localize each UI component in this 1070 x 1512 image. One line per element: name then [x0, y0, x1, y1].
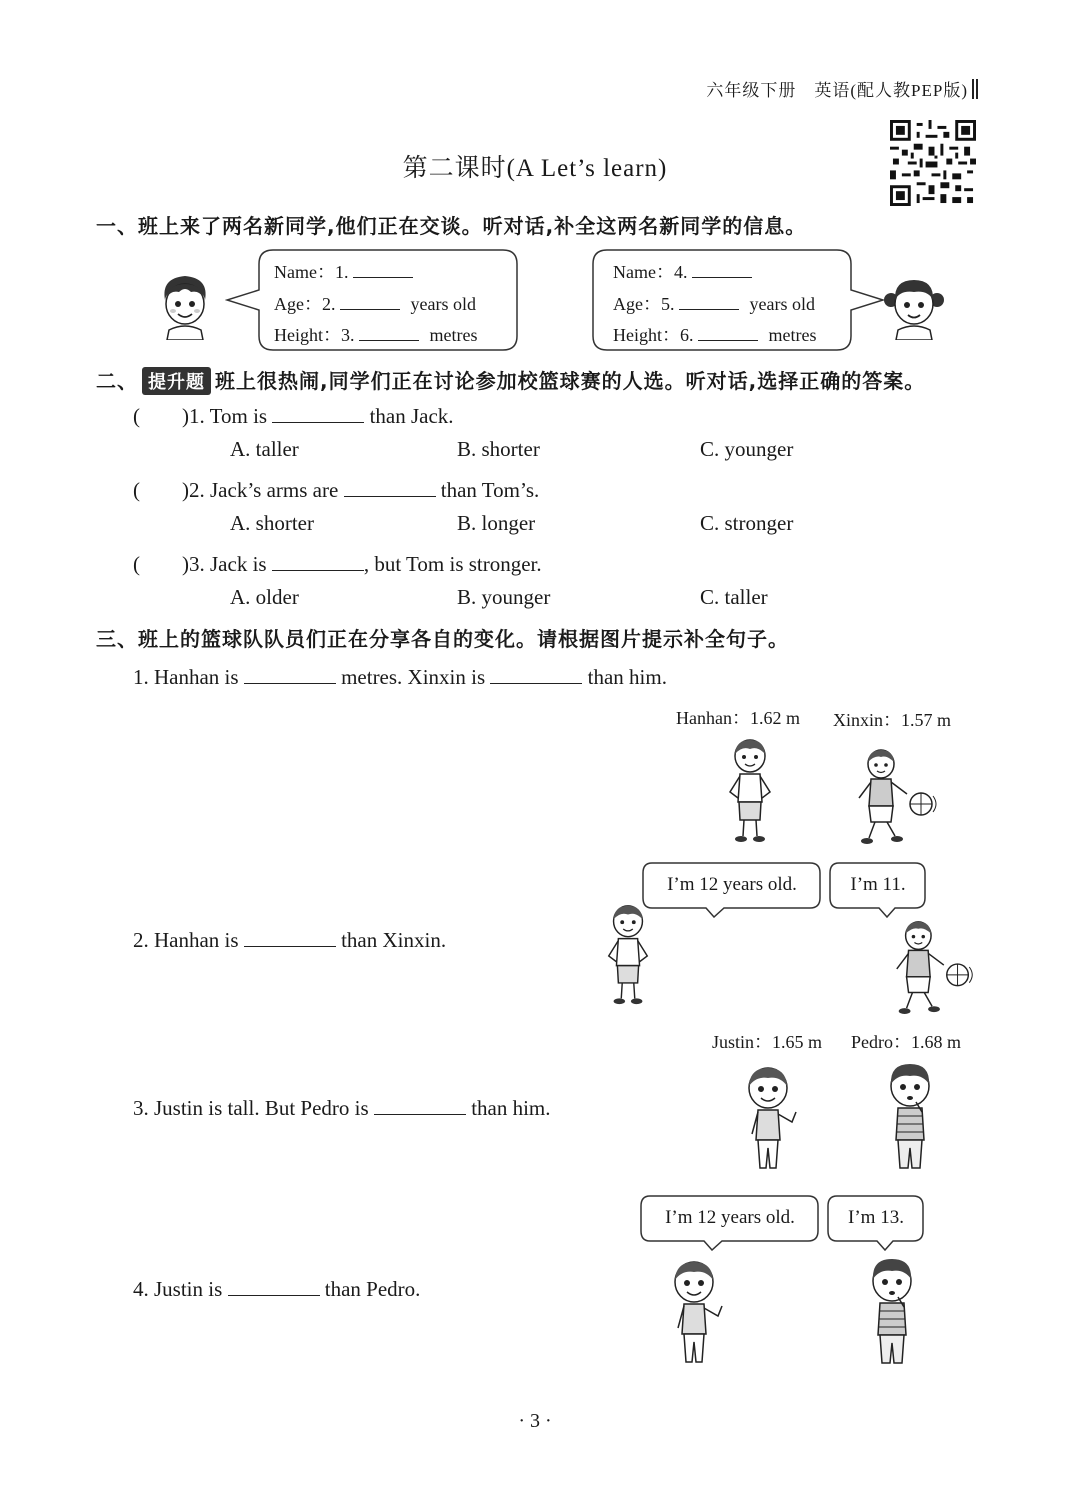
question-text: than him.	[587, 665, 667, 689]
blank-5[interactable]	[679, 291, 739, 310]
justin-height-label: Justin：1.65 m	[712, 1032, 823, 1052]
boy-name-label: Name：1.	[274, 262, 349, 282]
xinxin-speech-text: I’m 11.	[850, 874, 906, 895]
answer-paren[interactable]: ( )	[133, 552, 189, 576]
blank-4[interactable]	[692, 259, 752, 278]
blank-3[interactable]	[359, 322, 419, 341]
question-blank[interactable]	[272, 401, 364, 423]
question-blank[interactable]	[244, 925, 336, 947]
question-text: 3. Jack is	[189, 552, 267, 576]
question-text: , but Tom is stronger.	[363, 552, 542, 576]
challenge-badge: 提升题	[142, 367, 211, 395]
girl-height-suffix: metres	[768, 325, 817, 345]
question-text: 2. Hanhan is	[133, 928, 239, 952]
question-text: 1. Tom is	[189, 404, 268, 428]
answer-paren[interactable]: ( )	[133, 404, 189, 428]
question-blank[interactable]	[374, 1093, 466, 1115]
option-c: C. stronger	[700, 511, 794, 535]
option-c: C. younger	[700, 437, 794, 461]
xinxin-basketball-icon	[853, 746, 943, 846]
xinxin-height-label: Xinxin：1.57 m	[833, 710, 952, 730]
boy-age-label: Age：2.	[274, 294, 336, 314]
option-a: A. taller	[230, 437, 299, 461]
mc-question-3	[133, 548, 542, 578]
question-text: than Xinxin.	[341, 928, 447, 952]
girl-age-label: Age：5.	[613, 294, 675, 314]
pedro-speech-text: I’m 13.	[848, 1207, 904, 1228]
boy-face-icon	[155, 270, 215, 340]
pedro-height-label: Pedro：1.68 m	[851, 1032, 961, 1052]
xinxin-basketball-icon-2	[890, 918, 980, 1016]
section2-heading-text: 班上很热闹,同学们正在讨论参加校篮球赛的人选。听对话,选择正确的答案。	[215, 369, 926, 393]
question-blank[interactable]	[344, 475, 436, 497]
boy-age-line	[274, 290, 476, 316]
boy-height-suffix: metres	[429, 325, 478, 345]
girl-height-line	[613, 321, 816, 347]
page-title: 第二课时(A Let’s learn)	[402, 155, 668, 182]
question-blank[interactable]	[490, 662, 582, 684]
option-b: B. younger	[457, 585, 551, 609]
hanhan-height-label: Hanhan：1.62 m	[676, 708, 800, 728]
question-text: 1. Hanhan is	[133, 665, 239, 689]
option-c: C. taller	[700, 585, 768, 609]
boy-name-line	[274, 258, 413, 284]
option-b: B. longer	[457, 511, 536, 535]
girl-height-label: Height：6.	[613, 325, 694, 345]
section1-heading: 一、班上来了两名新同学,他们正在交谈。听对话,补全这两名新同学的信息。	[96, 214, 807, 238]
hanhan-figure-icon-2	[600, 902, 656, 1008]
question-text: 2. Jack’s arms are	[189, 478, 339, 502]
option-a: A. shorter	[230, 511, 314, 535]
header-bar	[972, 79, 974, 99]
question-text: than Jack.	[369, 404, 454, 428]
section2-prefix: 二、	[96, 369, 138, 393]
girl-name-line	[613, 258, 752, 284]
answer-paren[interactable]: ( )	[133, 478, 189, 502]
question-text: 3. Justin is tall. But Pedro is	[133, 1096, 369, 1120]
blank-2[interactable]	[340, 291, 400, 310]
section3-heading: 三、班上的篮球队队员们正在分享各自的变化。请根据图片提示补全句子。	[96, 627, 789, 651]
pedro-figure-icon	[878, 1060, 942, 1176]
pedro-figure-icon-2	[860, 1255, 924, 1371]
boy-age-suffix: years old	[410, 294, 476, 314]
mc-question-2	[133, 474, 539, 504]
section2-heading	[96, 365, 925, 395]
hanhan-speech-text: I’m 12 years old.	[667, 874, 797, 895]
blank-6[interactable]	[698, 322, 758, 341]
girl-face-icon	[882, 270, 946, 340]
question-text: than him.	[471, 1096, 551, 1120]
page-number: · 3 ·	[518, 1410, 552, 1432]
justin-speech-text: I’m 12 years old.	[665, 1207, 795, 1228]
hanhan-figure-icon	[722, 736, 778, 846]
question-text: than Tom’s.	[440, 478, 540, 502]
boy-height-label: Height：3.	[274, 325, 355, 345]
question-text: metres. Xinxin is	[341, 665, 486, 689]
fill-question-4	[133, 1274, 420, 1302]
mc-question-1	[133, 400, 454, 430]
fill-question-3	[133, 1093, 551, 1121]
justin-figure-icon	[738, 1064, 802, 1176]
girl-age-line	[613, 290, 815, 316]
option-a: A. older	[230, 585, 299, 609]
question-blank[interactable]	[244, 662, 336, 684]
question-blank[interactable]	[272, 549, 364, 571]
blank-1[interactable]	[353, 259, 413, 278]
fill-question-1	[133, 662, 667, 690]
header-text: 六年级下册 英语(配人教PEP版)	[706, 81, 968, 100]
question-text: 4. Justin is	[133, 1277, 223, 1301]
justin-figure-icon-2	[664, 1258, 728, 1370]
option-b: B. shorter	[457, 437, 540, 461]
girl-age-suffix: years old	[749, 294, 815, 314]
page-header	[706, 76, 974, 101]
question-blank[interactable]	[228, 1274, 320, 1296]
girl-name-label: Name：4.	[613, 262, 688, 282]
question-text: than Pedro.	[324, 1277, 421, 1301]
fill-question-2	[133, 925, 446, 953]
boy-height-line	[274, 321, 477, 347]
